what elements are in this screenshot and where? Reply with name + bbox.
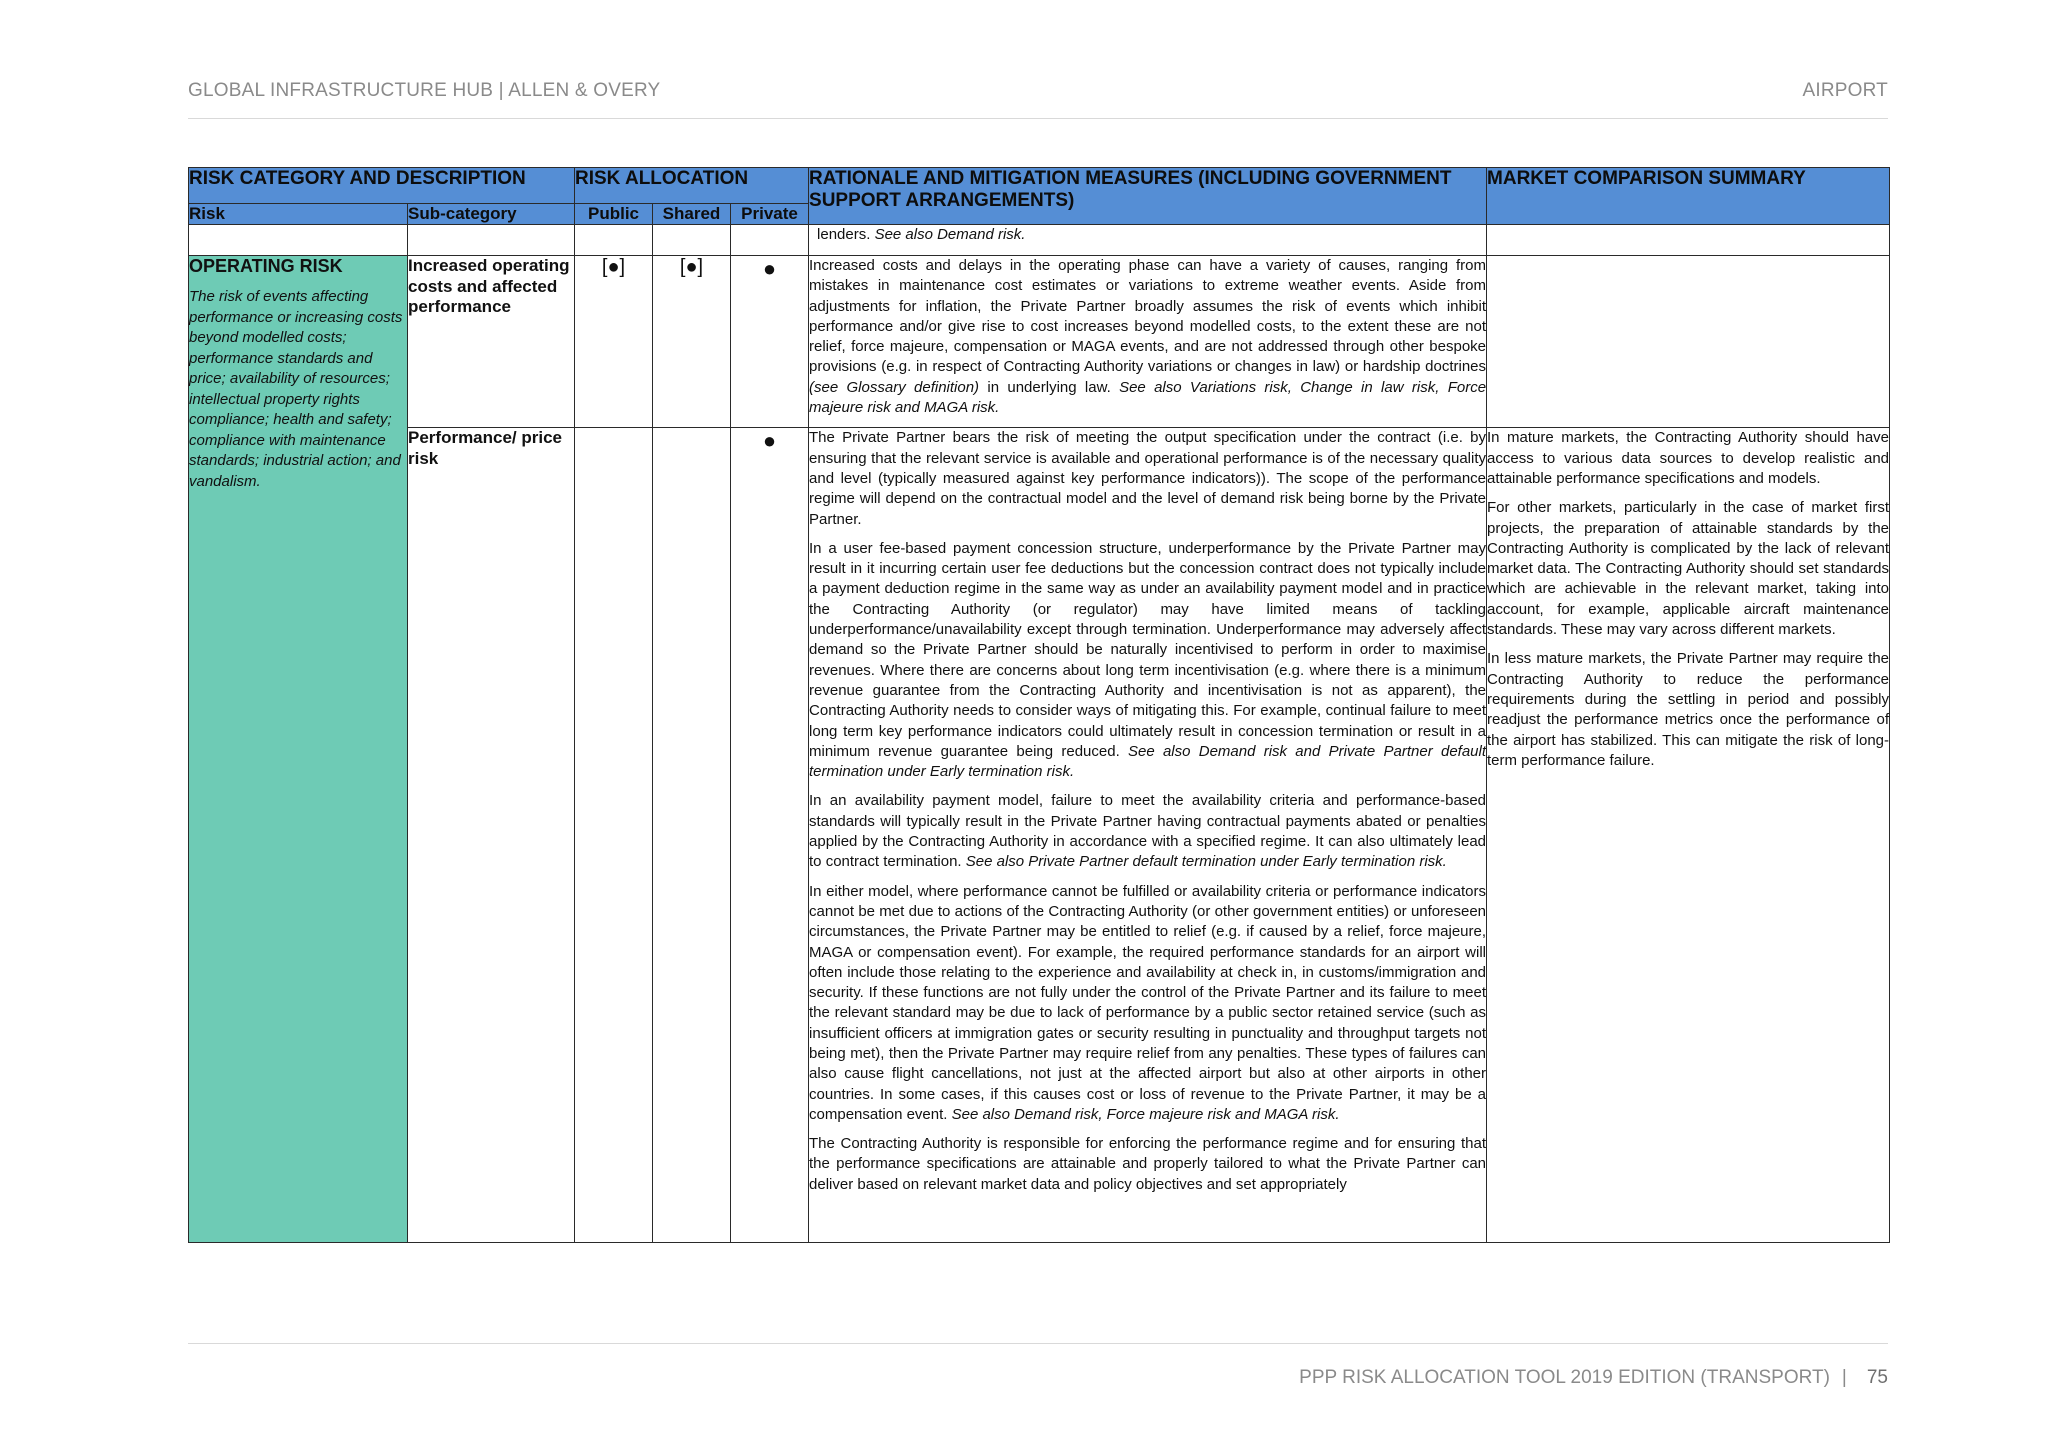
risk-title: OPERATING RISK	[189, 256, 343, 276]
rationale-paragraph: In a user fee-based payment concession structure, underperformance by the Private Partner may result in it incurring certain user fee deductions but the concession contract does not typically include a payment deduction regime in the same way as under an availability payment model and in practice the Contracting Authority (or regulator) may have limited means of tackling underperformance/unavailability except through termination. Underperformance may adversely affect demand so the Private Partner should be naturally incentivised to perform in order to maximise revenues. Where there are concerns about long term incentivisation (e.g. where there is a minimum revenue guarantee from the Contracting Authority and incentivisation is not as apparent), the Contracting Authority needs to consider ways of mitigating this. For example, continual failure to meet long term key performance indicators could ultimately result in concession termination or result in a minimum revenue guarantee being reduced. See also Demand risk and Private Partner default termination under Early termination risk.	[809, 539, 1487, 781]
allocation-private-mark: ●	[731, 256, 809, 428]
rationale-paragraph: The Private Partner bears the risk of meeting the output specification under the contract (i.e. by ensuring that the relevant service is available and operational performance is of the necessary quality and level (typically measured against key performance indicators)). The scope of the performance regime will depend on the contractual model and the level of demand risk being borne by the Private Partner.	[809, 429, 1487, 528]
market-paragraph: In mature markets, the Contracting Authority should have access to various data sources to develop realistic and attainable performance specifications and models.	[1487, 429, 1890, 487]
table-row	[189, 256, 1890, 428]
table-row	[189, 428, 1890, 1243]
header-market-comparison: MARKET COMPARISON SUMMARY	[1487, 168, 1890, 225]
continuation-row	[189, 225, 1890, 256]
allocation-shared-mark	[653, 428, 731, 1243]
header-risk: Risk	[189, 204, 408, 225]
allocation-public-mark: [●]	[575, 256, 653, 428]
rationale-paragraph: In an availability payment model, failure to meet the availability criteria and performance-based standards will typically result in the Private Partner having contractual payments abated or penalties applied by the Contracting Authority in accordance with a specified regime. It can also ultimately lead to contract termination. See also Private Partner default termination under Early termination risk.	[809, 792, 1487, 871]
document-header-right: AIRPORT	[1802, 80, 1888, 101]
header-shared: Shared	[653, 204, 731, 225]
footer-separator: |	[1841, 1367, 1847, 1388]
header-rule	[188, 118, 1888, 119]
header-risk-allocation: RISK ALLOCATION	[575, 168, 809, 204]
page-number: 75	[1866, 1367, 1888, 1388]
market-paragraph: For other markets, particularly in the case of market first projects, the preparation of attainable standards by the Contracting Authority is complicated by the lack of relevant market data. The Contracting Authority should set standards which are achievable in the relevant market, taking into account, for example, applicable aircraft maintenance standards. These may vary across different markets.	[1487, 499, 1890, 639]
subcategory-cell: Performance/ price risk	[408, 428, 575, 1243]
header-risk-category: RISK CATEGORY AND DESCRIPTION	[189, 168, 575, 204]
risk-allocation-table	[188, 167, 1890, 1243]
allocation-public-mark	[575, 428, 653, 1243]
allocation-shared-mark: [●]	[653, 256, 731, 428]
rationale-cell: Increased costs and delays in the operating phase can have a variety of causes, ranging from mistakes in maintenance cost estimates or variations to extreme weather events. Aside from adjustments for inflation, the Private Partner broadly assumes the risk of events which inhibit performance and/or give rise to cost increases beyond modelled costs, to the extent these are not relief, force majeure, compensation or MAGA events, and are not addressed through other bespoke provisions (e.g. in respect of Contracting Authority variations or changes in law) or hardship doctrines (see Glossary definition) in underlying law. See also Variations risk, Change in law risk, Force majeure risk and MAGA risk.	[809, 256, 1487, 428]
rationale-cell	[809, 428, 1487, 1243]
market-comparison-cell	[1487, 256, 1890, 428]
header-private: Private	[731, 204, 809, 225]
market-paragraph: In less mature markets, the Private Partner may require the Contracting Authority to reduce the performance requirements during the settling in period and possibly readjust the performance metrics once the performance of the airport has stabilized. This can mitigate the risk of long-term performance failure.	[1487, 650, 1890, 769]
header-public: Public	[575, 204, 653, 225]
market-comparison-cell	[1487, 428, 1890, 1243]
footer-title: PPP RISK ALLOCATION TOOL 2019 EDITION (TRANSPORT)	[1299, 1367, 1830, 1388]
document-header-left: GLOBAL INFRASTRUCTURE HUB | ALLEN & OVERY	[188, 80, 661, 101]
footer-rule	[188, 1343, 1888, 1344]
rationale-paragraph: In either model, where performance cannot be fulfilled or availability criteria or performance indicators cannot be met due to actions of the Contracting Authority (or other government entities) or unforeseen circumstances, the Private Partner may be entitled to relief (e.g. if caused by a relief, force majeure, MAGA or compensation event). For example, the required performance standards for an airport will often include those relating to the experience and availability at check in, in customs/immigration and security. If these functions are not fully under the control of the Private Partner and its failure to meet the relevant standard may be due to lack of performance by a public sector retained service (such as insufficient officers at immigration gates or security resulting in punctuality and throughput targets not being met), then the Private Partner may require relief from any penalties. These types of failures can also cause flight cancellations, not just at the affected airport but also at other airports in other countries. In some cases, if this causes cost or loss of revenue to the Private Partner, it may be a compensation event. See also Demand risk, Force majeure risk and MAGA risk.	[809, 882, 1487, 1123]
header-subcategory: Sub-category	[408, 204, 575, 225]
subcategory-cell: Increased operating costs and affected performance	[408, 256, 575, 428]
document-footer	[1299, 1367, 1888, 1389]
allocation-private-mark: ●	[731, 428, 809, 1243]
risk-category-cell	[189, 256, 408, 1243]
continuation-text: lenders. See also Demand risk.	[809, 225, 1487, 256]
rationale-paragraph: The Contracting Authority is responsible for enforcing the performance regime and for ensuring that the performance specifications are attainable and properly tailored to what the Private Partner can deliver based on relevant market data and policy objectives and set appropriately	[809, 1135, 1487, 1193]
header-rationale: RATIONALE AND MITIGATION MEASURES (INCLUDING GOVERNMENT SUPPORT ARRANGEMENTS)	[809, 168, 1487, 225]
risk-description: The risk of events affecting performance or increasing costs beyond modelled costs; performance standards and price; availability of resources; intellectual property rights compliance; health and safety; compliance with maintenance standards; industrial action; and vandalism.	[189, 288, 403, 490]
